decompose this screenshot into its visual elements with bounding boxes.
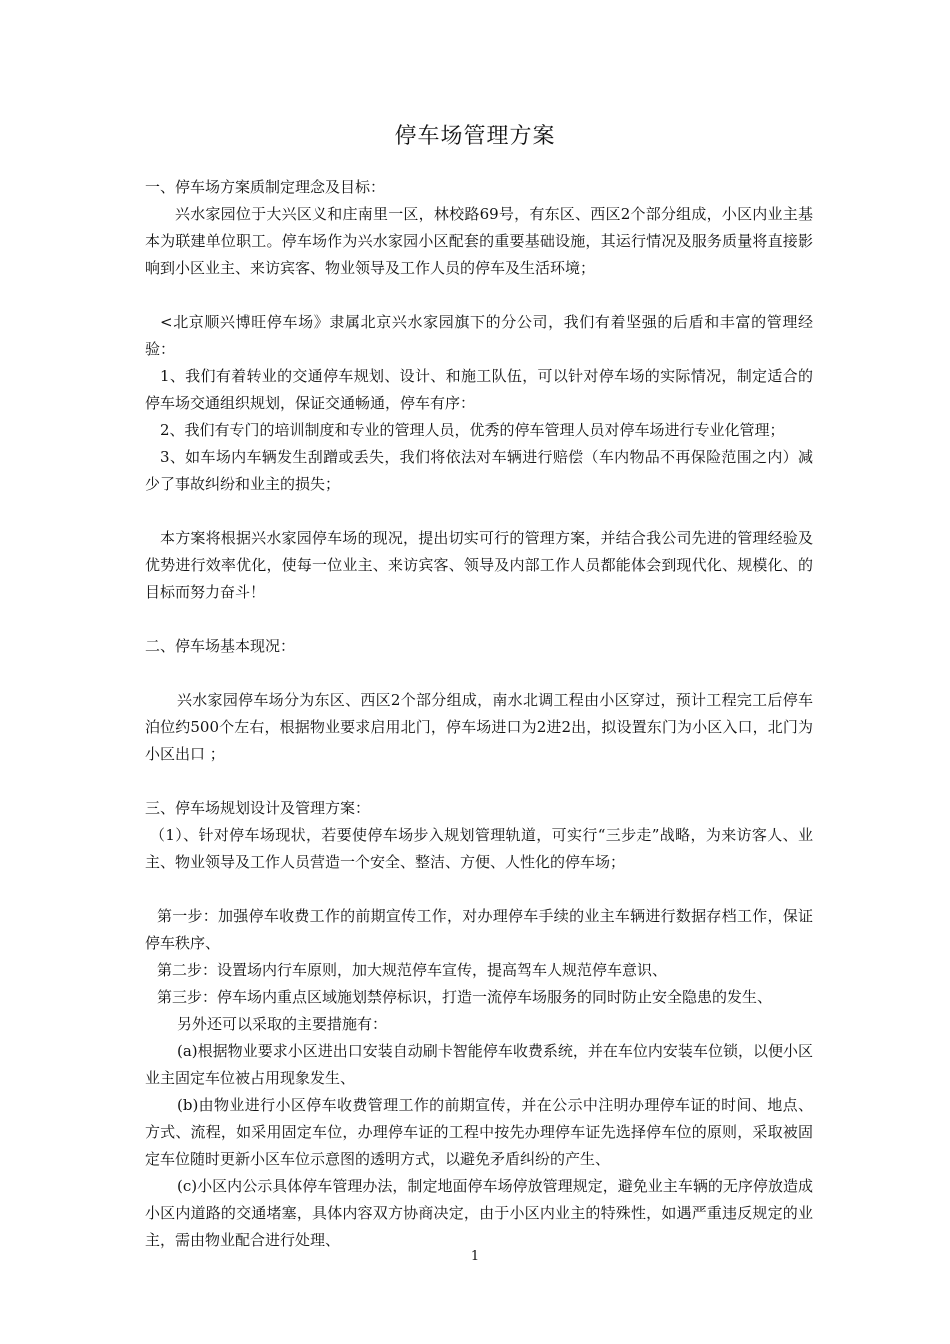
section-3-other-measures: 另外还可以采取的主要措施有：	[177, 1015, 388, 1033]
section-1-item-3: 3、如车场内车辆发生刮蹭或丢失，我们将依法对车辆进行赔偿（车内物品不再保险范围之内）减少了事故纠纷和业主的损失；	[145, 448, 813, 493]
paragraph-gap	[145, 660, 813, 687]
paragraph-gap	[145, 768, 813, 795]
section-1-intro: 兴水家园位于大兴区义和庄南里一区，林校路69号，有东区、西区2个部分组成，小区内业主基本为联建单位职工。停车场作为兴水家园小区配套的重要基础设施，其运行情况及服务质量将直接影响到小区业主、来访宾客、物业领导及工作人员的停车及生活环境；	[145, 205, 813, 277]
document-body	[145, 174, 813, 1254]
section-2-body: 兴水家园停车场分为东区、西区2个部分组成，南水北调工程由小区穿过，预计工程完工后停车泊位约500个左右，根据物业要求启用北门，停车场进口为2进2出，拟设置东门为小区入口，北门为小区出口 ；	[145, 691, 813, 763]
section-3-step-3: 第三步：停车场内重点区域施划禁停标识，打造一流停车场服务的同时防止安全隐患的发生、	[157, 988, 773, 1006]
paragraph-gap	[145, 876, 813, 903]
section-1-goal: 本方案将根据兴水家园停车场的现况，提出切实可行的管理方案，并结合我公司先进的管理经验及优势进行效率优化，使每一位业主、来访宾客、领导及内部工作人员都能体会到现代化、规模化、的目标而努力奋斗！	[145, 529, 813, 601]
paragraph-gap	[145, 282, 813, 309]
section-1-item-1: 1、我们有着转业的交通停车规划、设计、和施工队伍，可以针对停车场的实际情况，制定适合的停车场交通组织规划，保证交通畅通，停车有序：	[145, 367, 813, 412]
section-1-company: <北京顺兴博旺停车场》隶属北京兴水家园旗下的分公司，我们有着坚强的后盾和丰富的管理经验：	[145, 313, 813, 358]
paragraph-gap	[145, 606, 813, 633]
section-3-item-1: （1）、针对停车场现状，若要使停车场步入规划管理轨道，可实行“三步走”战略，为来访客人、业主、物业领导及工作人员营造一个安全、整洁、方便、人性化的停车场；	[145, 826, 813, 871]
section-1-heading: 一、停车场方案质制定理念及目标：	[145, 178, 386, 196]
section-3-step-1: 第一步：加强停车收费工作的前期宣传工作，对办理停车手续的业主车辆进行数据存档工作，保证停车秩序、	[145, 907, 813, 952]
section-3-measure-b: (b)由物业进行小区停车收费管理工作的前期宣传，并在公示中注明办理停车证的时间、地点、方式、流程，如采用固定车位，办理停车证的工程中按先办理停车证先选择停车位的原则，采取被固定车位随时更新小区车位示意图的透明方式，以避免矛盾纠纷的产生、	[145, 1096, 813, 1168]
paragraph-gap	[145, 498, 813, 525]
page-number: 1	[470, 1249, 480, 1264]
section-3-measure-a: (a)根据物业要求小区进出口安装自动刷卡智能停车收费系统，并在车位内安装车位锁，以便小区业主固定车位被占用现象发生、	[145, 1042, 813, 1087]
document-title: 停车场管理方案	[394, 124, 556, 149]
section-3-step-2: 第二步：设置场内行车原则，加大规范停车宣传，提高驾车人规范停车意识、	[157, 961, 668, 979]
section-3-measure-c: (c)小区内公示具体停车管理办法，制定地面停车场停放管理规定，避免业主车辆的无序停放造成小区内道路的交通堵塞，具体内容双方协商决定，由于小区内业主的特殊性，如遇严重违反规定的业主，需由物业配合进行处理、	[145, 1177, 813, 1249]
section-3-heading: 三、停车场规划设计及管理方案：	[145, 799, 371, 817]
section-1-item-2: 2、我们有专门的培训制度和专业的管理人员，优秀的停车管理人员对停车场进行专业化管理；	[160, 421, 785, 439]
section-2-heading: 二、停车场基本现况：	[145, 637, 296, 655]
